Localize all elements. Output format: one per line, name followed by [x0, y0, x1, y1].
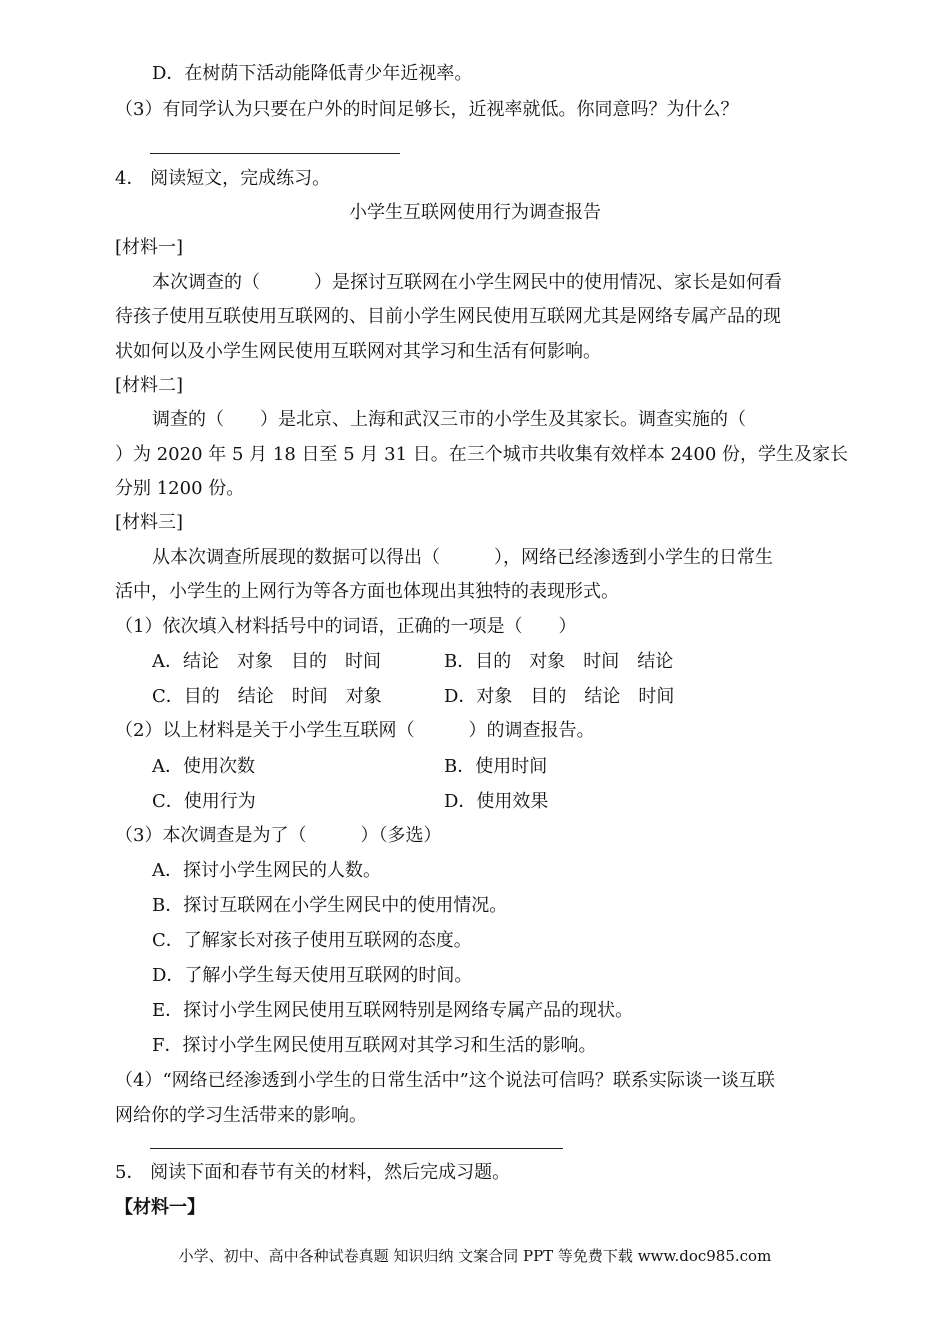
material-1-line: 本次调查的（ ）是探讨互联网在小学生网民中的使用情况、家长是如何看	[152, 272, 782, 293]
sub-q2-option-a: A．使用次数	[152, 756, 255, 777]
question-5-heading: 5． 阅读下面和春节有关的材料，然后完成习题。	[115, 1162, 511, 1183]
sub-q1-option-b: B．目的 对象 时间 结论	[444, 651, 674, 672]
sub-q1-option-a: A．结论 对象 目的 时间	[152, 651, 381, 672]
material-2-line: 调查的（ ）是北京、上海和武汉三市的小学生及其家长。调查实施的（	[152, 409, 746, 430]
sub-q2-option-c: C．使用行为	[152, 791, 256, 812]
sub-q3-option-b: B．探讨互联网在小学生网民中的使用情况。	[152, 895, 508, 916]
sub-question-4: （4）“网络已经渗透到小学生的日常生活中”这个说法可信吗？联系实际谈一谈互联	[115, 1070, 775, 1091]
material-1-line: 状如何以及小学生网民使用互联网对其学习和生活有何影响。	[115, 341, 601, 362]
answer-line	[150, 153, 400, 154]
material-2-label: [材料二]	[115, 375, 184, 396]
question-3-3: （3）有同学认为只要在户外的时间足够长，近视率就低。你同意吗？为什么？	[115, 99, 739, 120]
material-3-label: [材料三]	[115, 512, 184, 533]
sub-q3-option-e: E．探讨小学生网民使用互联网特别是网络专属产品的现状。	[152, 1000, 634, 1021]
sub-q3-option-d: D．了解小学生每天使用互联网的时间。	[152, 965, 473, 986]
article-title: 小学生互联网使用行为调查报告	[349, 202, 601, 223]
answer-line	[150, 1148, 563, 1149]
sub-q2-option-b: B．使用时间	[444, 756, 548, 777]
sub-question-2: （2）以上材料是关于小学生互联网（ ）的调查报告。	[115, 720, 595, 741]
material-2-line: ）为 2020 年 5 月 18 日至 5 月 31 日。在三个城市共收集有效样本 2400 份，学生及家长	[115, 444, 848, 465]
page-footer: 小学、初中、高中各种试卷真题 知识归纳 文案合同 PPT 等免费下载 www.doc985.com	[178, 1247, 772, 1265]
sub-question-1: （1）依次填入材料括号中的词语，正确的一项是（ ）	[115, 616, 577, 637]
sub-q3-option-c: C．了解家长对孩子使用互联网的态度。	[152, 930, 472, 951]
sub-q3-option-f: F．探讨小学生网民使用互联网对其学习和生活的影响。	[152, 1035, 597, 1056]
question-5-material-1: 【材料一】	[115, 1197, 205, 1218]
material-2-line: 分别 1200 份。	[115, 478, 245, 499]
sub-q3-option-a: A．探讨小学生网民的人数。	[152, 860, 381, 881]
sub-q2-option-d: D．使用效果	[444, 791, 549, 812]
material-3-line: 从本次调查所展现的数据可以得出（ ），网络已经渗透到小学生的日常生	[152, 547, 773, 568]
sub-q1-option-d: D．对象 目的 结论 时间	[444, 686, 675, 707]
sub-question-3: （3）本次调查是为了（ ）（多选）	[115, 825, 442, 846]
option-d-line: D．在树荫下活动能降低青少年近视率。	[152, 63, 473, 84]
material-1-label: [材料一]	[115, 237, 184, 258]
sub-q1-option-c: C．目的 结论 时间 对象	[152, 686, 382, 707]
material-3-line: 活中，小学生的上网行为等各方面也体现出其独特的表现形式。	[115, 581, 619, 602]
question-4-heading: 4． 阅读短文，完成练习。	[115, 168, 331, 189]
sub-question-4-cont: 网给你的学习生活带来的影响。	[115, 1105, 367, 1126]
material-1-line: 待孩子使用互联使用互联网的、目前小学生网民使用互联网尤其是网络专属产品的现	[115, 306, 781, 327]
